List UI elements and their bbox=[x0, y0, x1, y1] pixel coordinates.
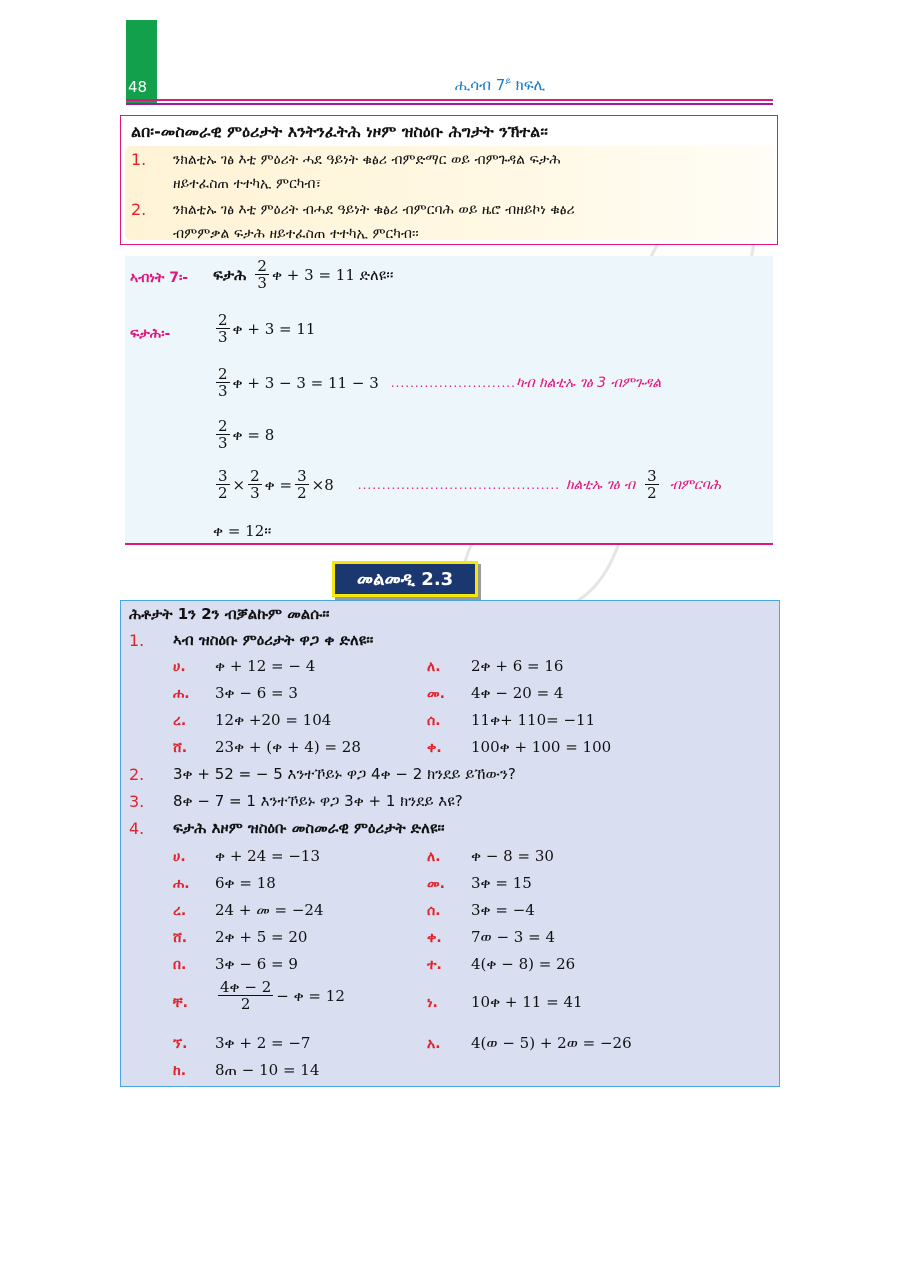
equation: 10ቀ + 11 = 41 bbox=[471, 993, 583, 1011]
solution-step: $\frac{2}{3}$ ቀ = 8 bbox=[218, 417, 275, 452]
item-label: ሐ. bbox=[173, 876, 190, 892]
equation: 4(ወ − 5) + 2ወ = −26 bbox=[471, 1034, 632, 1052]
equation: ቀ + 24 = −13 bbox=[215, 847, 321, 865]
item-label: መ. bbox=[427, 686, 445, 702]
equation: 12ቀ +20 = 104 bbox=[215, 711, 332, 729]
objective-item: 1. ንክልቲኡ ገፅ እቲ ምዕሪት ሓደ ዓይነት ቁፅሪ ብምድማር ወይ ብምጉዳል ፍታሕ ዘይተፈስጠ ተተካኢ ምርካብ፣ bbox=[131, 150, 561, 192]
example-box bbox=[125, 256, 773, 545]
equation: $\frac{\text{4ቀ − 2}}{2}$ − ቀ = 12 bbox=[220, 978, 345, 1013]
equation: 7ወ − 3 = 4 bbox=[471, 928, 555, 946]
equation: 4ቀ − 20 = 4 bbox=[471, 684, 564, 702]
equation: 6ቀ = 18 bbox=[215, 874, 276, 892]
item-label: በ. bbox=[173, 957, 187, 973]
question-number: 1. bbox=[129, 631, 145, 650]
exercise-badge: መልመዲ 2.3 bbox=[332, 561, 478, 597]
objectives-title: ልበ፡-መስመራዊ ምዕሪታት እንትንፈትሕ ነዞም ዝስዕቡ ሕግታት ንኽተል፡፡ bbox=[131, 122, 548, 141]
item-label: አ. bbox=[427, 1036, 441, 1052]
item-label: ረ. bbox=[173, 903, 187, 919]
example-problem: ፍታሕ $\frac{2}{3}$ ቀ + 3 = 11 ድለዩ፡፡ bbox=[213, 257, 394, 292]
header-rule bbox=[126, 103, 773, 105]
question-text: 8ቀ − 7 = 1 እንተኾይኑ ዋጋ 3ቀ + 1 ክንደይ እዩ? bbox=[173, 792, 463, 810]
equation: 24 + መ = −24 bbox=[215, 901, 324, 919]
equation: 11ቀ+ 110= −11 bbox=[471, 711, 596, 729]
solution-label: ፍታሕ፡- bbox=[130, 326, 171, 342]
item-label: ከ. bbox=[173, 1063, 187, 1079]
header-rule bbox=[126, 99, 773, 101]
solution-note: ክልቲኡ ገፅ ብ bbox=[565, 476, 636, 493]
question-number: 4. bbox=[129, 819, 145, 838]
exercise-intro: ሕቶታት 1ን 2ን ብቓልኩም መልሱ፡፡ bbox=[129, 605, 330, 623]
item-label: ሐ. bbox=[173, 686, 190, 702]
equation: 8ጠ − 10 = 14 bbox=[215, 1061, 320, 1079]
equation: 2ቀ + 5 = 20 bbox=[215, 928, 308, 946]
equation: 3ቀ = 15 bbox=[471, 874, 532, 892]
objectives-box bbox=[120, 115, 778, 245]
example-label: ኣብነት 7፡- bbox=[130, 270, 189, 286]
page-number: 48 bbox=[128, 78, 148, 96]
item-label: ሰ. bbox=[427, 903, 441, 919]
item-label: መ. bbox=[427, 876, 445, 892]
item-label: ነ. bbox=[427, 995, 438, 1011]
page-header-title: ሒሳብ $7^ይ$ ክፍሊ bbox=[454, 76, 546, 94]
item-label: ኘ. bbox=[173, 1036, 188, 1052]
equation: 3ቀ − 6 = 9 bbox=[215, 955, 298, 973]
equation: ቀ + 12 = − 4 bbox=[215, 657, 316, 675]
solution-step: $\frac{2}{3}$ ቀ + 3 − 3 = 11 − 3 .......................... ካብ ክልቲኡ ገፅ 3 ብምጉዳል bbox=[218, 365, 662, 400]
equation: ቀ − 8 = 30 bbox=[471, 847, 554, 865]
exercise-box bbox=[120, 600, 780, 1087]
item-label: ሀ. bbox=[173, 849, 186, 865]
solution-note: ካብ ክልቲኡ ገፅ 3 ብምጉዳል bbox=[515, 374, 662, 391]
equation: 100ቀ + 100 = 100 bbox=[471, 738, 612, 756]
question-text: ፍታሕ እዞም ዝስዕቡ መስመራዊ ምዕሪታት ድለዩ፡፡ bbox=[173, 819, 445, 837]
item-label: ቸ. bbox=[173, 995, 188, 1011]
item-label: ሀ. bbox=[173, 659, 186, 675]
item-label: ረ. bbox=[173, 713, 187, 729]
question-number: 3. bbox=[129, 792, 145, 811]
objective-item: 2. ንክልቲኡ ገፅ እቲ ምዕሪት ብሓደ ዓይነት ቁፅሪ ብምርባሕ ወይ ዜሮ ብዘይኮነ ቁፅሪ ብምምቃል ፍታሕ ዘይተፈስጠ ተተካኢ ምርካብ፡፡ bbox=[131, 200, 575, 242]
equation: 3ቀ = −4 bbox=[471, 901, 535, 919]
item-label: ሰ. bbox=[427, 713, 441, 729]
item-label: ሸ. bbox=[173, 740, 188, 756]
question-number: 2. bbox=[129, 765, 145, 784]
solution-step: $\frac{2}{3}$ ቀ + 3 = 11 bbox=[218, 311, 316, 346]
item-label: ለ. bbox=[427, 659, 441, 675]
question-text: 3ቀ + 52 = − 5 እንተኾይኑ ዋጋ 4ቀ − 2 ክንደይ ይኸውን? bbox=[173, 765, 516, 783]
equation: 2ቀ + 6 = 16 bbox=[471, 657, 564, 675]
item-label: ቀ. bbox=[427, 930, 442, 946]
item-label: ተ. bbox=[427, 957, 442, 973]
equation: 3ቀ − 6 = 3 bbox=[215, 684, 298, 702]
item-label: ለ. bbox=[427, 849, 441, 865]
equation: 23ቀ + (ቀ + 4) = 28 bbox=[215, 738, 361, 756]
item-label: ቀ. bbox=[427, 740, 442, 756]
solution-result: ቀ = 12፡፡ bbox=[213, 522, 272, 540]
equation: 4(ቀ − 8) = 26 bbox=[471, 955, 576, 973]
equation: 3ቀ + 2 = −7 bbox=[215, 1034, 311, 1052]
solution-note: ብምርባሕ bbox=[669, 476, 722, 493]
solution-step: $\frac{3}{2}$ × $\frac{2}{3}$ ቀ = $\frac{3}{2}$ ×8 .......................................... ክልቲኡ ገፅ ብ $\frac{3}{2}$ ብምርባሕ bbox=[218, 467, 722, 502]
question-text: ኣብ ዝስዕቡ ምዕሪታት ዋጋ ቀ ድለዩ፡፡ bbox=[173, 631, 374, 649]
item-label: ሸ. bbox=[173, 930, 188, 946]
